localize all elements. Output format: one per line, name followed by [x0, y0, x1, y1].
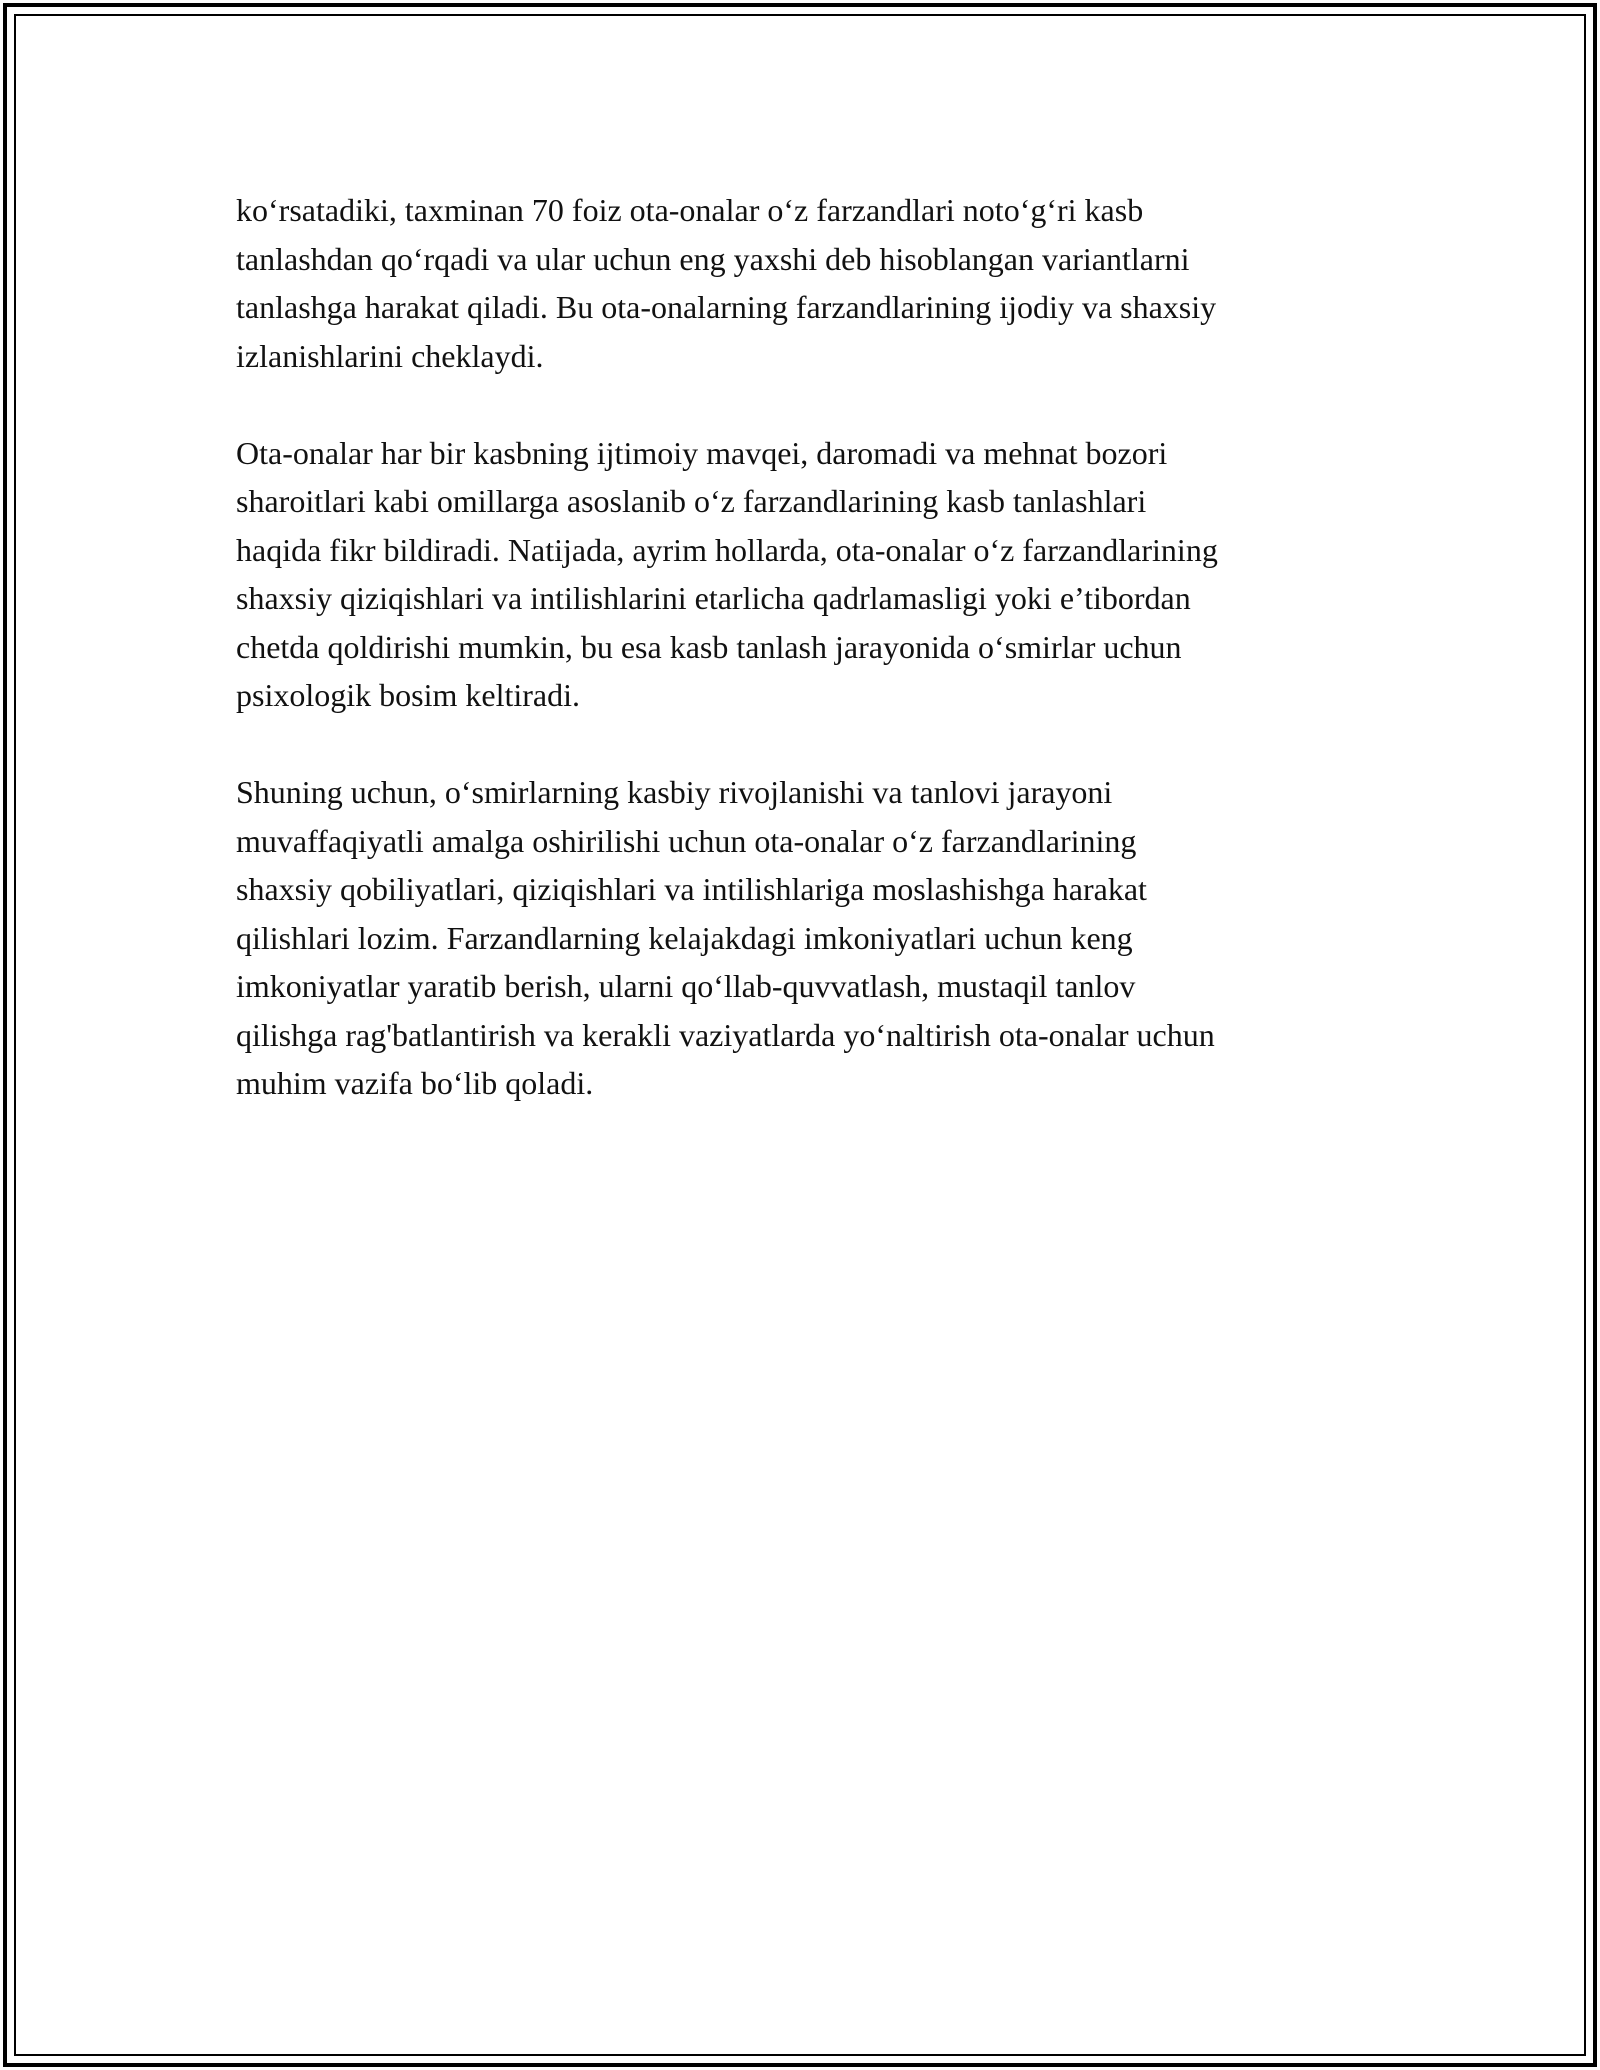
- paragraph-1: ko‘rsatadiki, taxminan 70 foiz ota-onalar o‘z farzandlari noto‘g‘ri kasb tanlashdan qo‘rqadi va ular uchun eng yaxshi deb hisoblangan variantlarni tanlashga harakat qiladi. Bu ota-onalarning farzandlarining ijodiy va shaxsiy izlanishlarini cheklaydi.: [236, 192, 1217, 374]
- paragraph-2: Ota-onalar har bir kasbning ijtimoiy mavqei, daromadi va mehnat bozori sharoitlari kabi omillarga asoslanib o‘z farzandlarining kasb tanlashlari haqida fikr bildiradi. Natijada, ayrim hollarda, ota-onalar o‘z farzandlarining shaxsiy qiziqishlari va intilishlarini etarlicha qadrlamasligi yoki e’tibordan chetda qoldirishi mumkin, bu esa kasb tanlash jarayonida o‘smirlar uchun psixologik bosim keltiradi.: [236, 434, 1218, 713]
- paragraph-3: Shuning uchun, o‘smirlarning kasbiy rivojlanishi va tanlovi jarayoni muvaffaqiyatli amalga oshirilishi uchun ota-onalar o‘z farzandlarining shaxsiy qobiliyatlari, qiziqishlari va intilishlariga moslashishga harakat qilishlari lozim. Farzandlarning kelajakdagi imkoniyatlari uchun keng imkoniyatlar yaratib berish, ularni qo‘llab-quvvatlash, mustaqil tanlov qilishga rag'batlantirish va kerakli vaziyatlarda yo‘naltirish ota-onalar uchun muhim vazifa bo‘lib qoladi.: [236, 774, 1215, 1101]
- document-body: [236, 186, 1396, 1156]
